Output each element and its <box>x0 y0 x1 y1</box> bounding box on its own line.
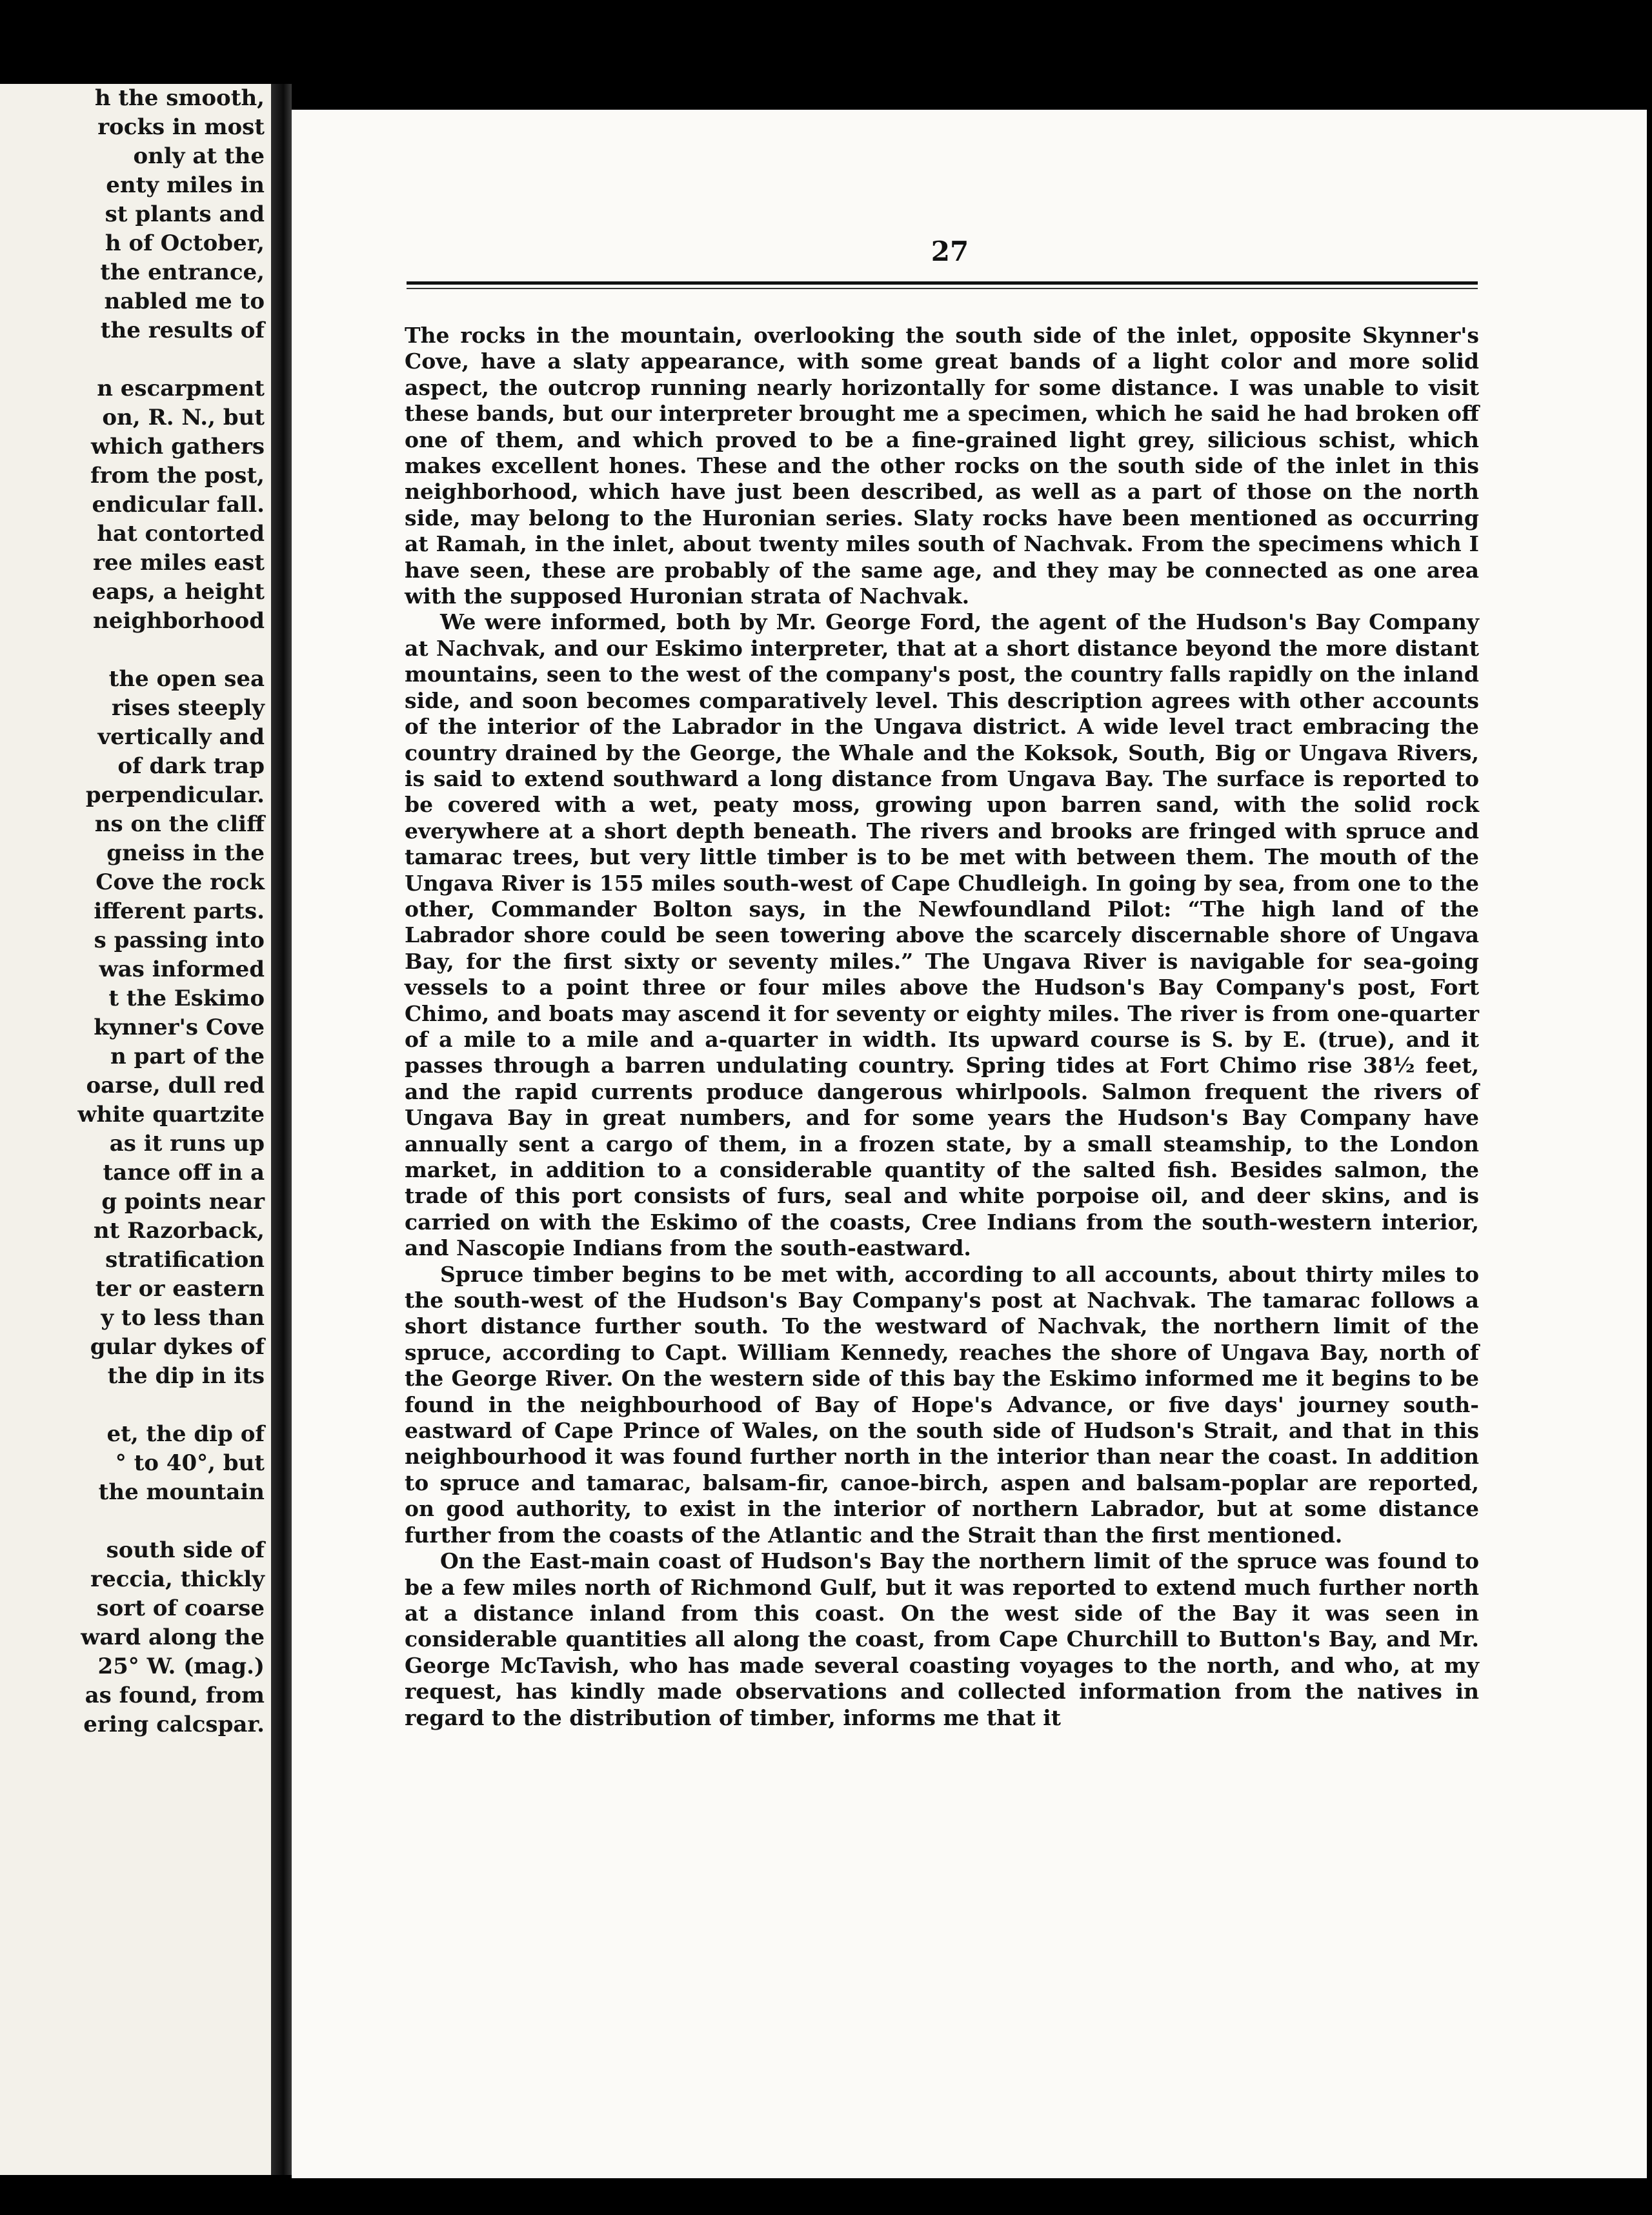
left-page-line: gular dykes of <box>90 1334 265 1360</box>
left-page-line: kynner's Cove <box>94 1015 265 1040</box>
left-page-line: vertically and <box>97 724 265 750</box>
left-page-line: ree miles east <box>93 550 265 576</box>
left-page-line: neighborhood <box>93 608 265 634</box>
left-page-line: et, the dip of <box>106 1421 265 1447</box>
left-page-line: n escarpment <box>97 376 265 401</box>
left-page-text-column <box>0 84 265 1739</box>
left-page-line: g points near <box>101 1189 265 1215</box>
header-rule <box>407 281 1478 285</box>
left-page-line: rocks in most <box>97 114 265 140</box>
left-page-line: eaps, a height <box>92 579 265 605</box>
paragraph: We were informed, both by Mr. George Ford, the agent of the Hudson's Bay Company at Nachvak, and our Eskimo interpreter, that at a short distance beyond the more distant mountains, seen to the west of the company's post, the country falls rapidly on the inland side, and soon becomes comparatively level. This description agrees with other accounts of the interior of the Labrador in the Ungava district. A wide level tract embracing the country drained by the George, the Whale and the Koksok, South, Big or Ungava Rivers, is said to extend southward a long distance from Ungava Bay. The surface is reported to be covered with a wet, peaty moss, growing upon barren sand, with the solid rock everywhere at a short depth beneath. The rivers and brooks are fringed with spruce and tamarac trees, but very little timber is to be met with between them. The mouth of the Ungava River is 155 miles south-west of Cape Chudleigh. In going by sea, from one to the other, Commander Bolton says, in the Newfoundland Pilot: “The high land of the Labrador shore could be seen towering above the scarcely discernable shore of Ungava Bay, for the first sixty or seventy miles.” The Ungava River is navigable for sea-going vessels to a point three or four miles above the Hudson's Bay Company's post, Fort Chimo, and boats may ascend it for seventy or eighty miles. The river is from one-quarter of a mile to a mile and a-quarter in width. Its upward course is S. by E. (true), and it passes through a barren undulating country. Spring tides at Fort Chimo rise 38½ feet, and the rapid currents produce dangerous whirlpools. Salmon frequent the rivers of Ungava Bay in great numbers, and for some years the Hudson's Bay Company have annually sent a cargo of them, in a frozen state, by a small steamship, to the London market, in addition to a considerable quantity of the salted fish. Besides salmon, the trade of this port consists of furs, seal and white porpoise oil, and deer skins, and is carried on with the Eskimo of the coasts, Cree Indians from the south-western interior, and Nascopie Indians from the south-eastward. <box>405 609 1479 1261</box>
left-page-line: endicular fall. <box>92 492 265 518</box>
left-page-line: nt Razorback, <box>93 1218 265 1244</box>
left-page-line: the entrance, <box>100 259 265 285</box>
left-page-line: reccia, thickly <box>90 1566 265 1592</box>
left-page-line <box>0 345 265 374</box>
left-page-line: stratification <box>105 1247 265 1273</box>
left-page-line: south side of <box>106 1537 265 1563</box>
left-page-line: y to less than <box>101 1305 265 1331</box>
left-page-line: from the post, <box>90 463 265 489</box>
left-page-line: enty miles in <box>106 172 265 198</box>
header-rule-thin <box>407 288 1478 289</box>
paragraph: On the East-main coast of Hudson's Bay the northern limit of the spruce was found to be a few miles north of Richmond Gulf, but it was reported to extend much further north at a distance inland from this coast. On the west side of the Bay it was seen in considerable quantities all along the coast, from Cape Churchill to Button's Bay, and Mr. George McTavish, who has made several coasting voyages to the north, and who, at my request, has kindly made observations and collected information from the natives in regard to the distribution of timber, informs me that it <box>405 1548 1479 1730</box>
left-page-line: s passing into <box>94 927 265 953</box>
left-page-line: ering calcspar. <box>83 1712 265 1737</box>
book-gutter <box>271 84 292 2175</box>
left-page-line: only at the <box>133 143 265 169</box>
left-page-line: the results of <box>100 318 265 343</box>
left-page-line: white quartzite <box>77 1102 265 1128</box>
page-number: 27 <box>931 236 969 267</box>
left-page-line: n part of the <box>110 1044 265 1069</box>
left-page-line: rises steeply <box>111 695 265 721</box>
left-page-line: which gathers <box>90 434 265 460</box>
left-page-line: ns on the cliff <box>94 811 265 837</box>
left-page-line: the open sea <box>108 666 265 692</box>
paragraph: Spruce timber begins to be met with, according to all accounts, about thirty miles to the south-west of the Hudson's Bay Company's post at Nachvak. The tamarac follows a short distance further south. To the westward of Nachvak, the northern limit of the spruce, according to Capt. William Kennedy, reaches the shore of Ungava Bay, north of the George River. On the western side of this bay the Eskimo informed me it begins to be found in the neighbourhood of Bay of Hope's Advance, or five days' journey south-eastward of Cape Prince of Wales, on the south side of Hudson's Strait, and that in this neighbourhood it was found further north in the interior than near the coast. In addition to spruce and tamarac, balsam-fir, canoe-birch, aspen and balsam-poplar are reported, on good authority, to exist in the interior of northern Labrador, but at some distance further from the coasts of the Atlantic and the Strait than the first mentioned. <box>405 1261 1479 1548</box>
left-page-line: t the Eskimo <box>108 986 265 1011</box>
left-page-line <box>0 636 265 665</box>
left-page-line: on, R. N., but <box>102 405 265 430</box>
left-page-line: gneiss in the <box>106 840 265 866</box>
left-page-line: as found, from <box>85 1683 265 1708</box>
left-page-line: as it runs up <box>109 1131 265 1157</box>
left-page-line: perpendicular. <box>85 782 265 808</box>
right-page <box>292 110 1647 2178</box>
paragraph: The rocks in the mountain, overlooking the south side of the inlet, opposite Skynner's Cove, have a slaty appearance, with some great bands of a light color and more solid aspect, the outcrop running nearly horizontally for some distance. I was unable to visit these bands, but our interpreter brought me a specimen, which he said he had broken off one of them, and which proved to be a fine-grained light grey, silicious schist, which makes excellent hones. These and the other rocks on the south side of the inlet in this neighborhood, which have just been described, as well as a part of those on the north side, may belong to the Huronian series. Slaty rocks have been mentioned as occurring at Ramah, in the inlet, about twenty miles south of Nachvak. From the specimens which I have seen, these are probably of the same age, and they may be connected as one area with the supposed Huronian strata of Nachvak. <box>405 323 1479 609</box>
left-page-line: ward along the <box>81 1624 265 1650</box>
left-page-line <box>0 1391 265 1420</box>
left-page-line: oarse, dull red <box>86 1073 265 1098</box>
left-page-line: ifferent parts. <box>94 898 265 924</box>
left-page-line: Cove the rock <box>96 869 265 895</box>
left-page-line: ° to 40°, but <box>115 1450 265 1476</box>
body-text <box>405 323 1479 1731</box>
left-page-line: sort of coarse <box>96 1595 265 1621</box>
left-page-line: h of October, <box>105 230 265 256</box>
left-page-line: of dark trap <box>117 753 265 779</box>
left-page-line: h the smooth, <box>94 85 265 111</box>
left-page-line: hat contorted <box>97 521 265 547</box>
left-page-line: tance off in a <box>103 1160 265 1186</box>
left-page-line: nabled me to <box>104 288 265 314</box>
left-page <box>0 84 271 2175</box>
left-page-line: 25° W. (mag.) <box>97 1654 265 1679</box>
left-page-line: the dip in its <box>107 1363 265 1389</box>
left-page-line <box>0 1507 265 1536</box>
left-page-line: was informed <box>99 956 265 982</box>
left-page-line: st plants and <box>105 201 265 227</box>
left-page-line: the mountain <box>98 1479 265 1505</box>
left-page-line: ter or eastern <box>95 1276 265 1302</box>
